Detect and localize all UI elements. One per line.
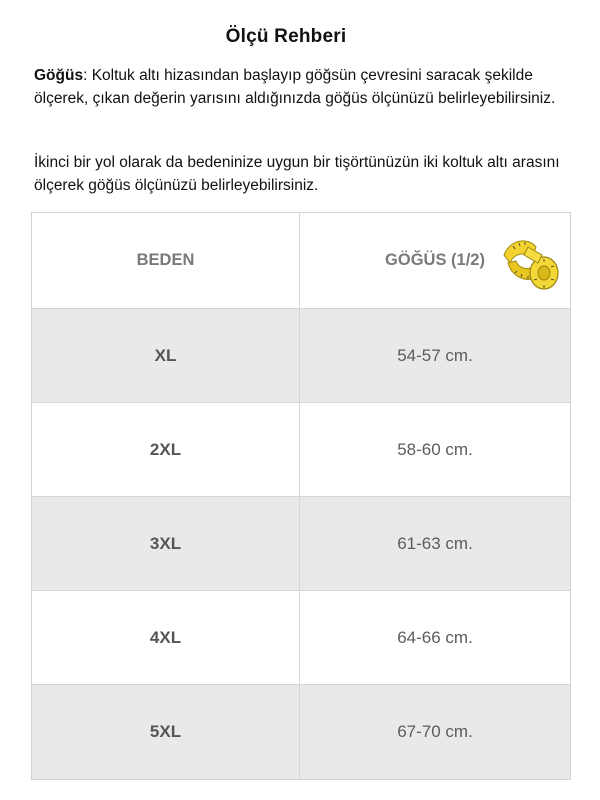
header-size: BEDEN bbox=[32, 213, 300, 308]
size-cell: 5XL bbox=[32, 685, 300, 779]
header-chest-cell bbox=[300, 213, 570, 308]
chest-instruction-text: : Koltuk altı hizasından başlayıp göğsün çevresini saracak şekilde ölçerek, çıkan değerin yarısını aldığınızda göğüs ölçünüzü belirleyebilirsiniz. bbox=[34, 67, 556, 107]
chest-term: Göğüs bbox=[34, 67, 84, 84]
chest-cell: 61-63 cm. bbox=[397, 533, 473, 553]
table-row bbox=[32, 497, 570, 591]
size-cell: 3XL bbox=[32, 497, 300, 590]
header-chest: GÖĞÜS (1/2) bbox=[385, 251, 485, 269]
table-row bbox=[32, 591, 570, 685]
chest-instruction bbox=[34, 64, 574, 110]
table-row bbox=[32, 309, 570, 403]
chest-cell: 64-66 cm. bbox=[397, 627, 473, 647]
size-cell: 4XL bbox=[32, 591, 300, 684]
size-cell: XL bbox=[32, 309, 300, 402]
measuring-tape-icon bbox=[498, 233, 562, 297]
chest-cell: 58-60 cm. bbox=[397, 439, 473, 459]
table-row bbox=[32, 685, 570, 779]
chest-cell: 54-57 cm. bbox=[397, 345, 473, 365]
chest-cell: 67-70 cm. bbox=[397, 722, 473, 741]
size-table bbox=[31, 212, 571, 780]
page-title: Ölçü Rehberi bbox=[225, 26, 347, 47]
table-header-row bbox=[32, 213, 570, 309]
alternative-instruction: İkinci bir yol olarak da bedeninize uygun bir tişörtünüzün iki koltuk altı arasını ölçerek göğüs ölçünüzü belirleyebilirsiniz. bbox=[34, 154, 560, 194]
size-cell: 2XL bbox=[32, 403, 300, 496]
table-row bbox=[32, 403, 570, 497]
